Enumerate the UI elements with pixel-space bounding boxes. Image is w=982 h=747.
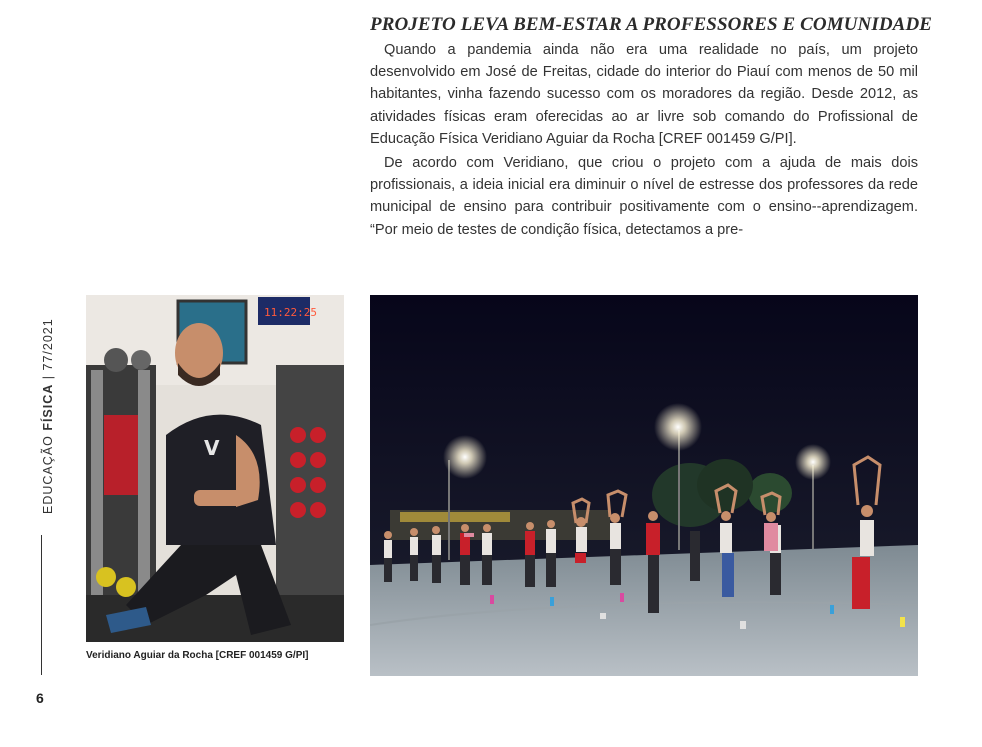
- magazine-name-prefix: EDUCAÇÃO: [41, 430, 55, 514]
- article-body: [370, 39, 918, 243]
- page-sidebar: [0, 0, 60, 747]
- magazine-name-bold: FÍSICA: [41, 383, 55, 431]
- article-paragraph-1: Quando a pandemia ainda não era uma realidade no país, um projeto desenvolvido em José de Freitas, cidade do interior do Piauí com menos de 50 mil habitantes, vinha fazendo sucesso com os moradores da região. Desde 2012, as atividades físicas eram oferecidas ao ar livre sob comando do Profissional de Educação Física Veridiano Aguiar da Rocha [CREF 001459 G/PI].: [370, 42, 918, 147]
- portrait-photo-illustration: [86, 295, 344, 642]
- outdoor-class-photo: [370, 295, 918, 676]
- sidebar-divider: [41, 535, 42, 675]
- portrait-photo: [86, 295, 344, 642]
- page-number: 6: [36, 690, 44, 706]
- shirt-logo: V: [204, 436, 220, 460]
- article-heading: PROJETO LEVA BEM-ESTAR A PROFESSORES E COMUNIDADE: [370, 14, 933, 35]
- wall-clock-text: 11:22:25: [264, 306, 317, 319]
- outdoor-class-illustration: [370, 295, 918, 676]
- magazine-issue-label: [41, 318, 55, 514]
- portrait-caption: Veridiano Aguiar da Rocha [CREF 001459 G/PI]: [86, 650, 309, 661]
- article-paragraph-2: De acordo com Veridiano, que criou o projeto com a ajuda de mais dois profissionais, a ideia inicial era diminuir o nível de estresse dos professores da rede municipal de ensino para contribuir positivamente com o ensino--aprendizagem. “Por meio de testes de condição física, detectamos a pre-: [370, 155, 918, 238]
- issue-number: | 77/2021: [41, 318, 55, 384]
